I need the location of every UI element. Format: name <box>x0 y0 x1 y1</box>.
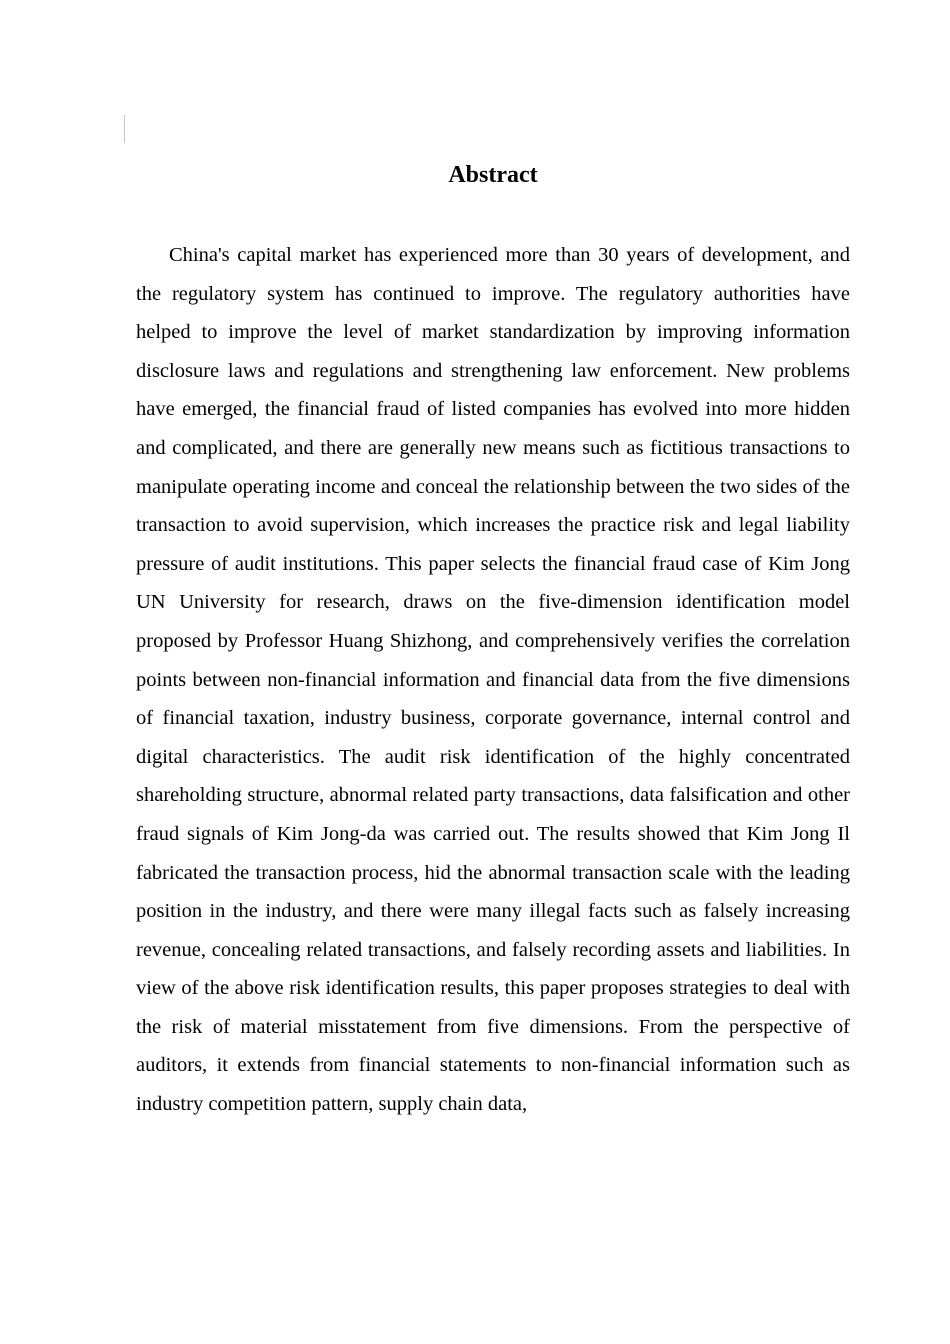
abstract-title: Abstract <box>448 162 538 188</box>
abstract-paragraph: China's capital market has experienced more than 30 years of development, and the regulatory system has continued to improve. The regulatory authorities have helped to improve the level of market standardization by improving information disclosure laws and regulations and strengthening law enforcement. New problems have emerged, the financial fraud of listed companies has evolved into more hidden and complicated, and there are generally new means such as fictitious transactions to manipulate operating income and conceal the relationship between the two sides of the transaction to avoid supervision, which increases the practice risk and legal liability pressure of audit institutions. This paper selects the financial fraud case of Kim Jong UN University for research, draws on the five-dimension identification model proposed by Professor Huang Shizhong, and comprehensively verifies the correlation points between non-financial information and financial data from the five dimensions of financial taxation, industry business, corporate governance, internal control and digital characteristics. The audit risk identification of the highly concentrated shareholding structure, abnormal related party transactions, data falsification and other fraud signals of Kim Jong-da was carried out. The results showed that Kim Jong Il fabricated the transaction process, hid the abnormal transaction scale with the leading position in the industry, and there were many illegal facts such as falsely increasing revenue, concealing related transactions, and falsely recording assets and liabilities. In view of the above risk identification results, this paper proposes strategies to deal with the risk of material misstatement from five dimensions. From the perspective of auditors, it extends from financial statements to non-financial information such as industry competition pattern, supply chain data, <box>136 244 850 1116</box>
margin-marker <box>124 115 125 143</box>
abstract-body <box>136 236 850 1124</box>
